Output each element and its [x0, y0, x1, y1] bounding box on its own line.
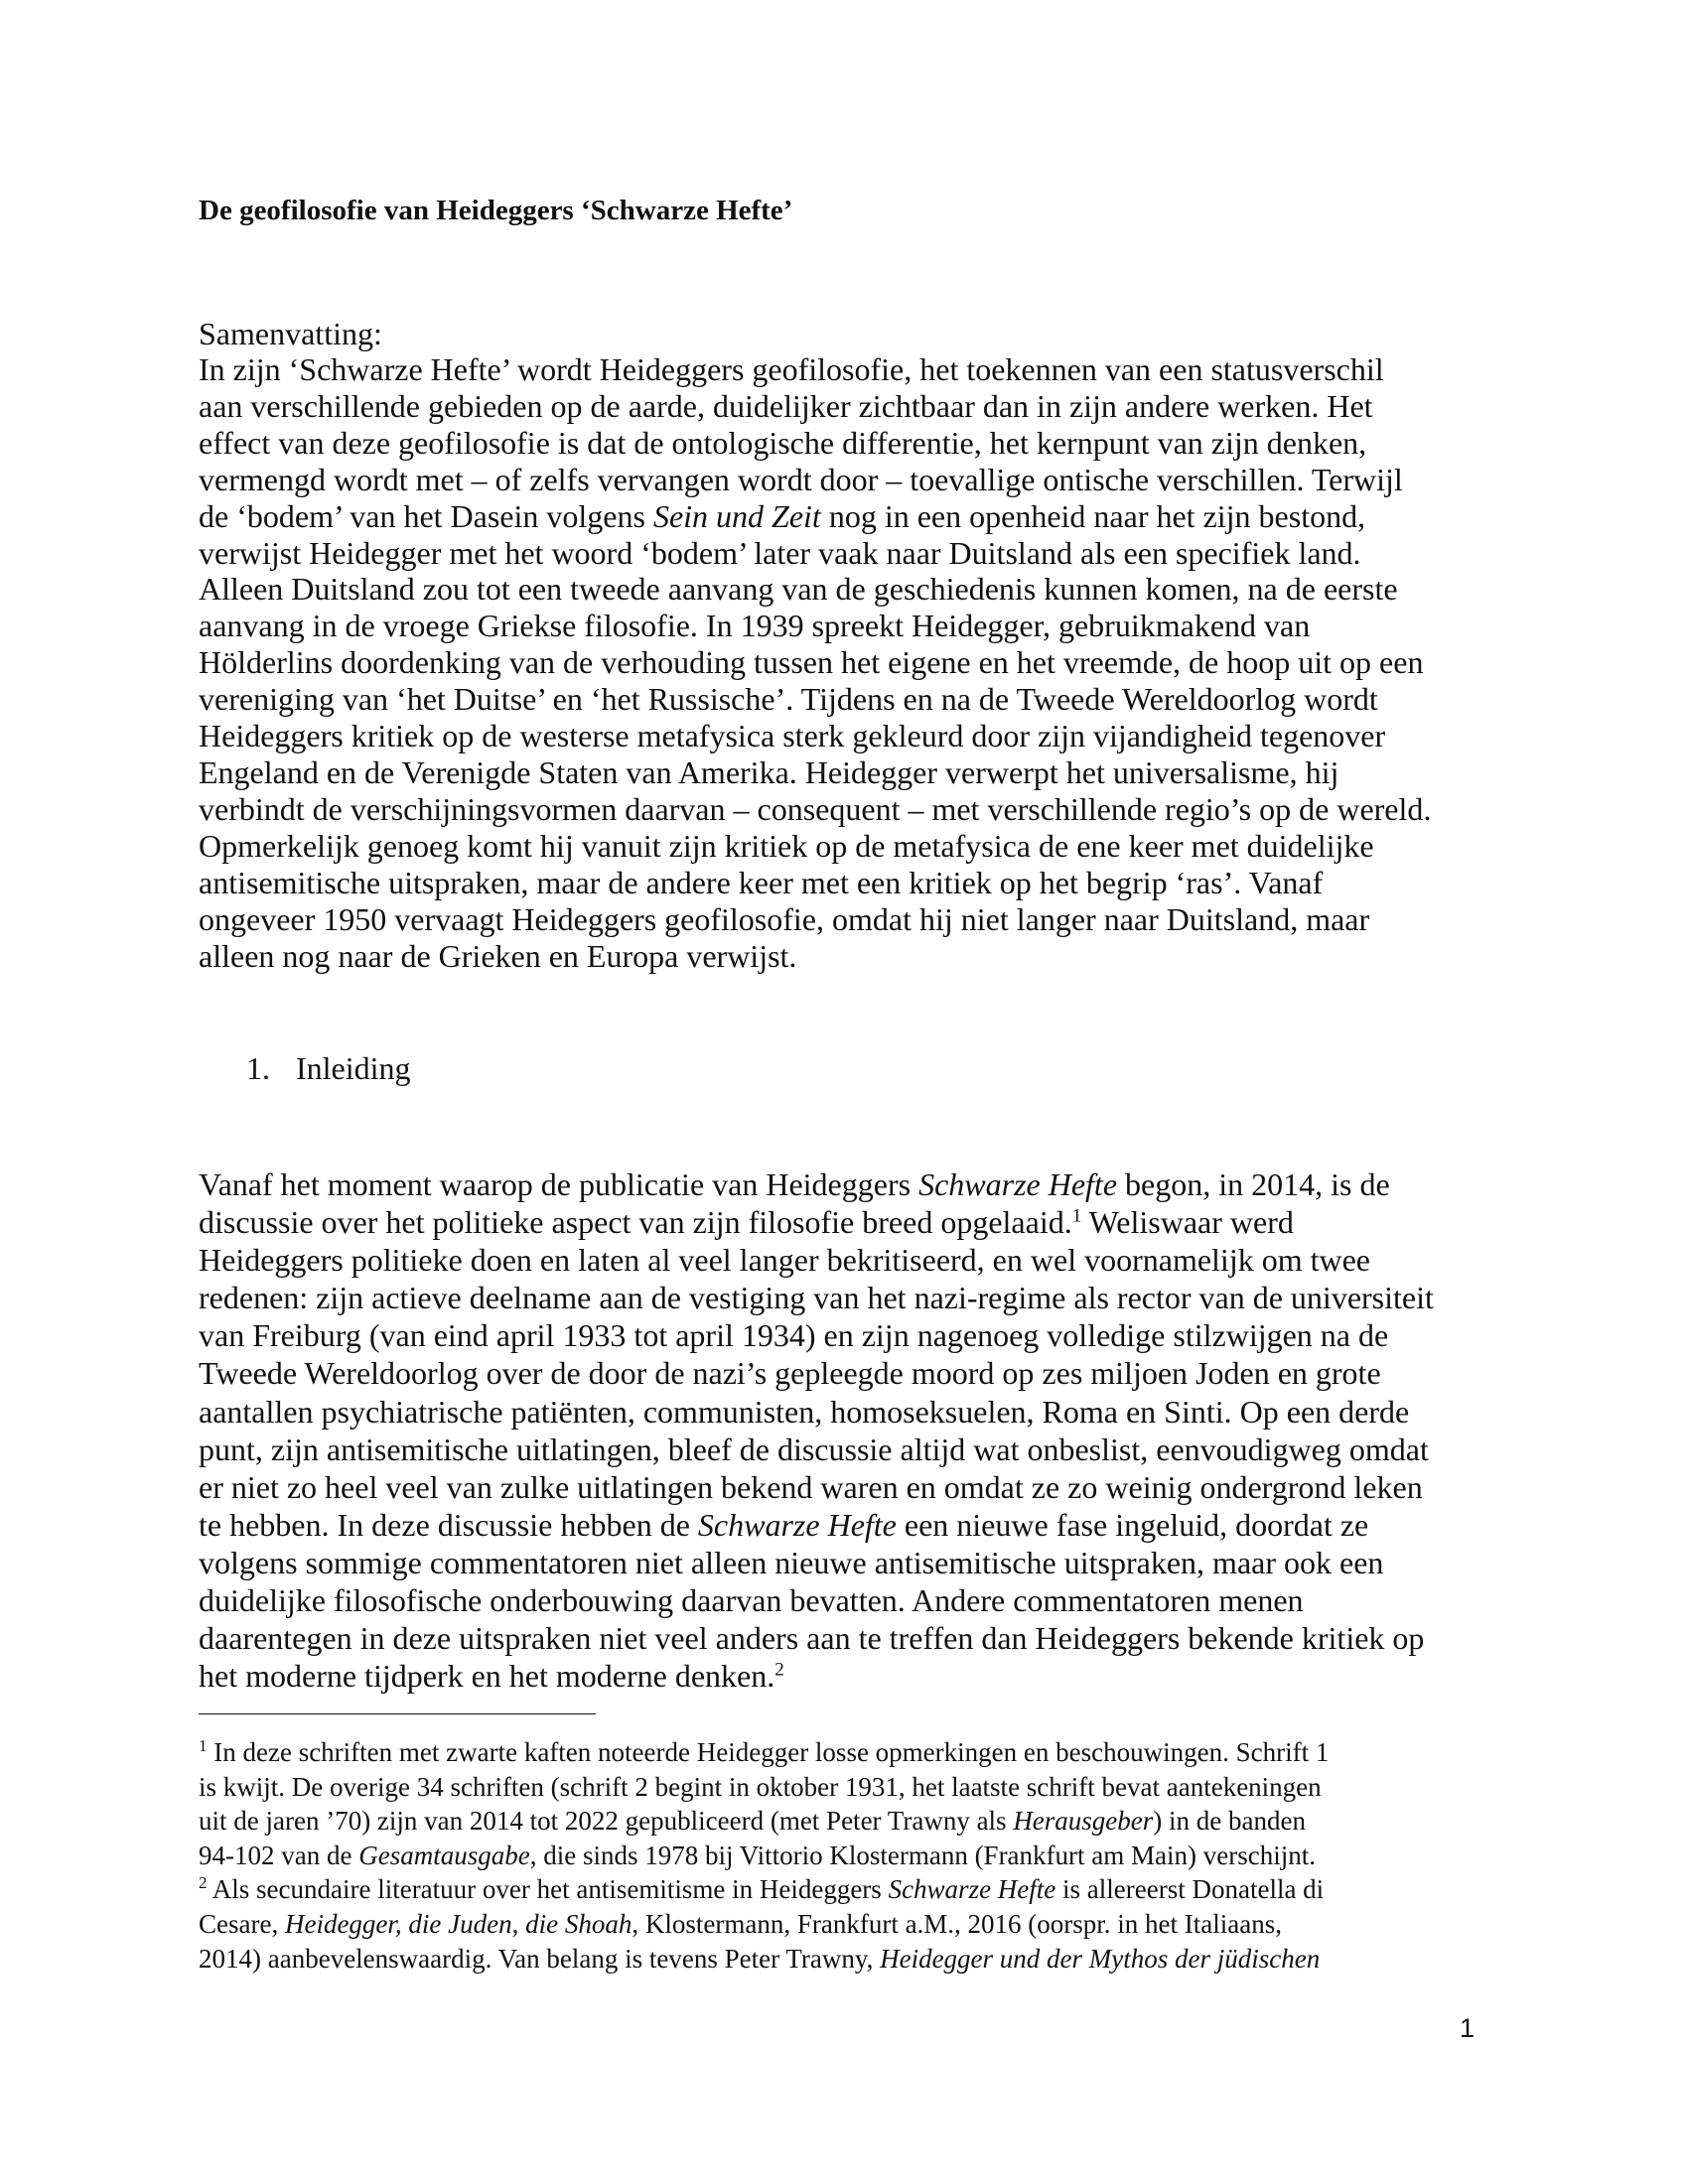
text-line: In zijn ‘Schwarze Hefte’ wordt Heideggers geofilosofie, het toekennen van een statusverschil — [199, 351, 1384, 387]
text-line: Tweede Wereldoorlog over de door de nazi’s gepleegde moord op zes miljoen Joden en grote — [199, 1355, 1381, 1392]
section-number: 1. — [246, 1050, 270, 1086]
italic-text: Schwarze Hefte — [888, 1874, 1056, 1905]
text-line: het moderne tijdperk en het moderne denken.$^2$ — [199, 1658, 784, 1695]
text-line: punt, zijn antisemitische uitlatingen, bleef de discussie altijd wat onbeslist, eenvoudigweg omdat — [199, 1431, 1429, 1467]
italic-text: Heidegger und der Mythos der jüdischen — [880, 1943, 1321, 1974]
text-line: verwijst Heidegger met het woord ‘bodem’ later vaak naar Duitsland als een specifiek land. — [199, 534, 1361, 571]
text-line: Hölderlins doordenking van de verhouding tussen het eigene en het vreemde, de hoop uit op een — [199, 644, 1424, 681]
text-line: is kwijt. De overige 34 schriften (schrift 2 begint in oktober 1931, het laatste schrift bevat aantekeningen — [199, 1771, 1322, 1802]
document-title: De geofilosofie van Heideggers ‘Schwarze Hefte’ — [199, 195, 793, 226]
text-line: de ‘bodem’ van het Dasein volgens Sein und Zeit nog in een openheid naar het zijn bestond, — [199, 497, 1366, 534]
text-line: Cesare, Heidegger, die Juden, die Shoah, Klostermann, Frankfurt a.M., 2016 (oorspr. in het Italiaans, — [199, 1908, 1282, 1939]
text-line: te hebben. In deze discussie hebben de Schwarze Hefte een nieuwe fase ingeluid, doordat ze — [199, 1506, 1369, 1543]
footnote-reference: 1 — [1071, 1205, 1082, 1227]
text-line: daarentegen in deze uitspraken niet veel anders aan te treffen dan Heideggers bekende kritiek op — [199, 1620, 1425, 1657]
text-line: volgens sommige commentatoren niet alleen nieuwe antisemitische uitspraken, maar ook een — [199, 1544, 1384, 1580]
text-line: Opmerkelijk genoeg komt hij vanuit zijn kritiek op de metafysica de ene keer met duidelijke — [199, 827, 1374, 864]
text-line: vereniging van ‘het Duitse’ en ‘het Russische’. Tijdens en na de Tweede Wereldoorlog wordt — [199, 681, 1378, 718]
footnote-separator — [199, 1713, 596, 1714]
text-line: ongeveer 1950 vervaagt Heideggers geofilosofie, omdat hij niet langer naar Duitsland, maar — [199, 900, 1370, 937]
page-number: 1 — [1460, 2013, 1476, 2043]
footnote-reference: 2 — [774, 1659, 784, 1681]
text-line: 94-102 van de Gesamtausgabe, die sinds 1978 bij Vittorio Klostermann (Frankfurt am Main) verschijnt. — [199, 1840, 1316, 1870]
text-line: redenen: zijn actieve deelname aan de vestiging van het nazi-regime als rector van de universiteit — [199, 1280, 1434, 1316]
italic-text: Schwarze Hefte — [918, 1166, 1118, 1202]
text-line: aanvang in de vroege Griekse filosofie. In 1939 spreekt Heidegger, gebruikmakend van — [199, 608, 1311, 644]
text-line: Vanaf het moment waarop de publicatie van Heideggers Schwarze Hefte begon, in 2014, is de — [199, 1166, 1390, 1202]
text-line: verbindt de verschijningsvormen daarvan – consequent – met verschillende regio’s op de wereld. — [199, 790, 1432, 827]
text-line: antisemitische uitspraken, maar de andere keer met een kritiek op het begrip ‘ras’. Vanaf — [199, 864, 1324, 900]
footnote-mark: 2 — [199, 1873, 208, 1893]
text-line: discussie over het politieke aspect van zijn filosofie breed opgelaaid.$^1$ Weliswaar werd — [199, 1204, 1294, 1241]
text-line: van Freiburg (van eind april 1933 tot april 1934) en zijn nagenoeg volledige stilzwijgen na de — [199, 1317, 1389, 1354]
text-line: Heideggers kritiek op de westerse metafysica sterk gekleurd door zijn vijandigheid tegenover — [199, 718, 1386, 754]
text-line: Engeland en de Verenigde Staten van Amerika. Heidegger verwerpt het universalisme, hij — [199, 753, 1339, 790]
text-line: $^2$ Als secundaire literatuur over het antisemitisme in Heideggers Schwarze Hefte is allereerst Donatella di — [199, 1873, 1325, 1905]
text-line: vermengd wordt met – of zelfs vervangen wordt door – toevallige ontische verschillen. Terwijl — [199, 461, 1403, 497]
text-line: effect van deze geofilosofie is dat de ontologische differentie, het kernpunt van zijn denken, — [199, 424, 1367, 461]
section-heading — [246, 1050, 411, 1086]
section-title: Inleiding — [296, 1050, 411, 1086]
italic-text: Herausgeber — [1013, 1806, 1154, 1837]
text-line: duidelijke filosofische onderbouwing daarvan bevatten. Andere commentatoren menen — [199, 1582, 1304, 1619]
text-line: uit de jaren ’70) zijn van 2014 tot 2022 gepubliceerd (met Peter Trawny als Herausgeber) in de banden — [199, 1806, 1306, 1837]
italic-text: Heidegger, die Juden, die Shoah — [284, 1908, 633, 1939]
italic-text: Sein und Zeit — [652, 497, 821, 534]
body-paragraph — [199, 1165, 1499, 1695]
text-line: 2014) aanbevelenswaardig. Van belang is tevens Peter Trawny, Heidegger und der Mythos der jüdischen — [199, 1943, 1321, 1974]
text-line: $^1$ In deze schriften met zwarte kaften noteerde Heidegger losse opmerkingen en beschouwingen. Schrift 1 — [199, 1736, 1330, 1767]
italic-text: Gesamtausgabe — [358, 1840, 530, 1870]
text-line: Alleen Duitsland zou tot een tweede aanvang van de geschiedenis kunnen komen, na de eerste — [199, 571, 1398, 608]
text-line: Heideggers politieke doen en laten al veel langer bekritiseerd, en wel voornamelijk om twee — [199, 1242, 1370, 1279]
summary-label: Samenvatting: — [199, 316, 382, 351]
summary-paragraph — [199, 351, 1499, 974]
text-line: aan verschillende gebieden op de aarde, duidelijker zichtbaar dan in zijn andere werken. Het — [199, 387, 1373, 424]
footnote-mark: 1 — [199, 1736, 208, 1755]
text-line: aantallen psychiatrische patiënten, communisten, homoseksuelen, Roma en Sinti. Op een derde — [199, 1393, 1410, 1430]
text-line: er niet zo heel veel van zulke uitlatingen bekend waren en omdat ze zo weinig ondergrond leken — [199, 1468, 1423, 1505]
text-line: alleen nog naar de Grieken en Europa verwijst. — [199, 937, 797, 974]
footnotes — [199, 1735, 1499, 1976]
italic-text: Schwarze Hefte — [697, 1506, 897, 1543]
